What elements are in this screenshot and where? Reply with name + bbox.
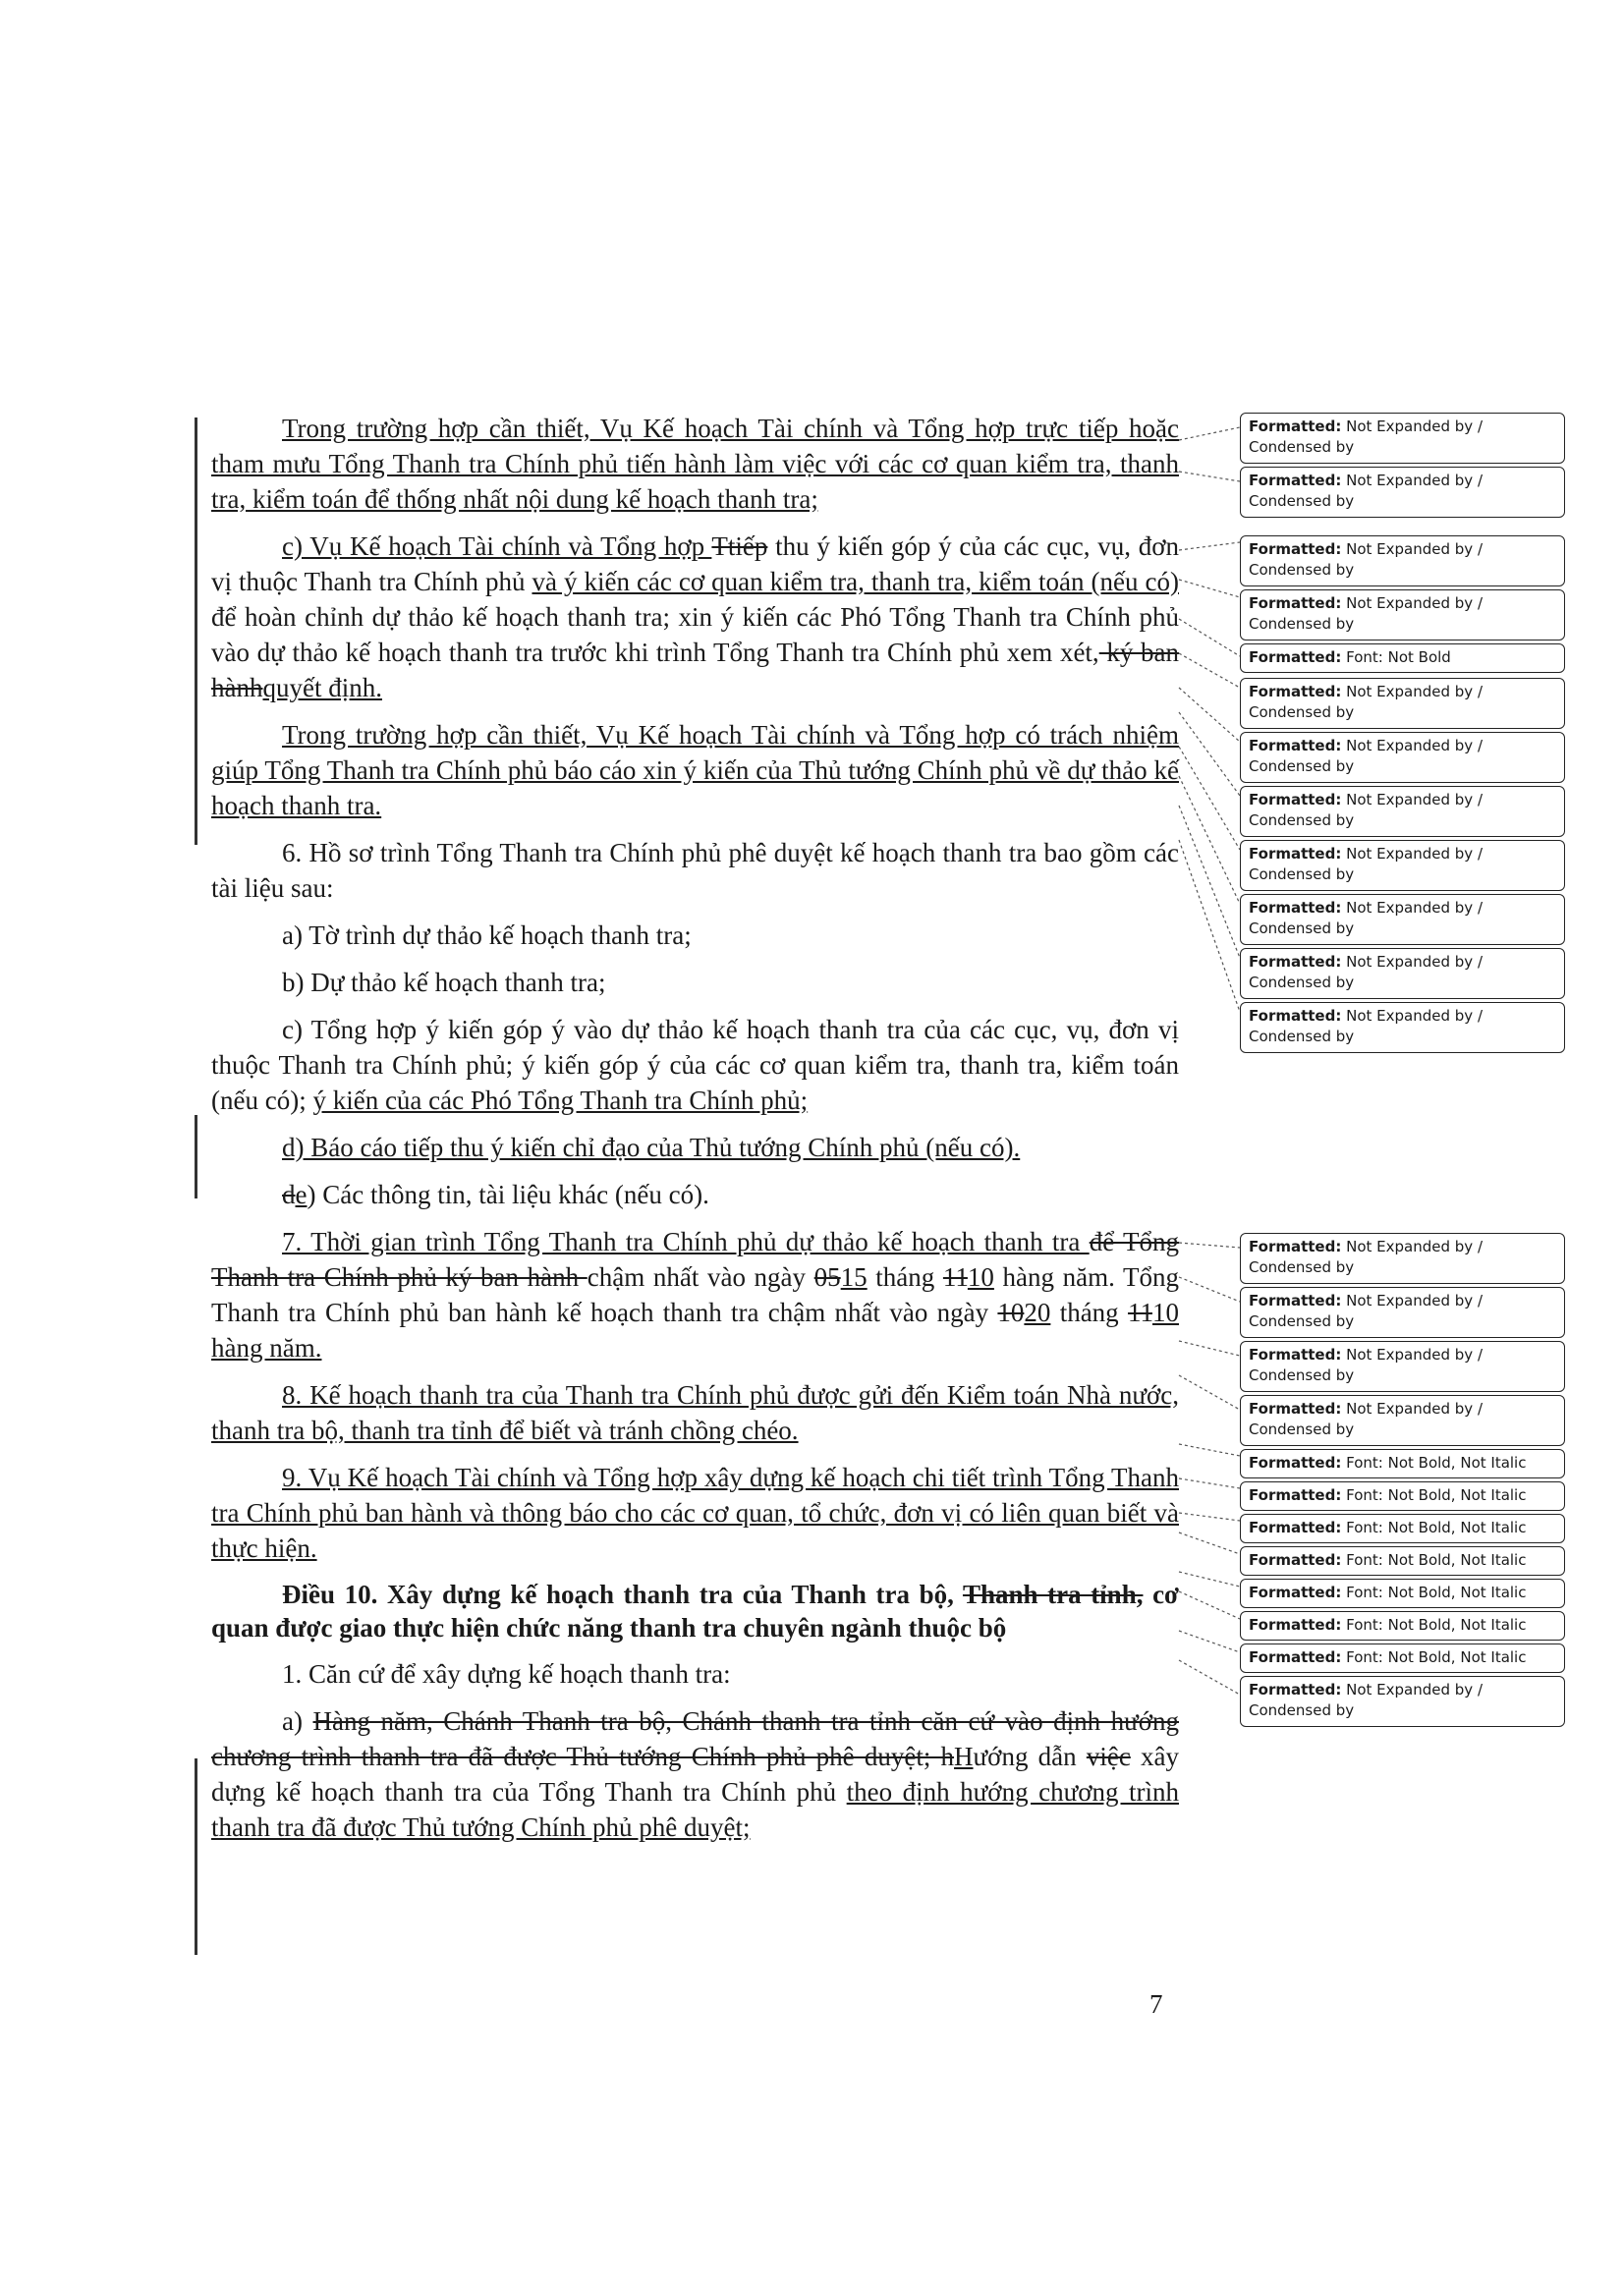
balloon-label: Formatted: (1249, 1400, 1342, 1418)
body-text: tháng (867, 1262, 943, 1292)
comment-balloon[interactable] (1240, 1611, 1565, 1641)
comment-balloon[interactable] (1240, 1341, 1565, 1392)
page-number: 7 (1149, 1989, 1163, 2019)
balloon-label: Formatted: (1249, 791, 1342, 808)
comment-balloon[interactable] (1240, 786, 1565, 837)
deleted-text: 11 (1127, 1298, 1152, 1327)
change-bar (195, 1758, 197, 1955)
comment-balloon[interactable] (1240, 1233, 1565, 1284)
comment-balloon[interactable] (1240, 1395, 1565, 1446)
comment-balloon[interactable] (1240, 413, 1565, 464)
comment-balloon[interactable] (1240, 840, 1565, 891)
body-text: a) Tờ trình dự thảo kế hoạch thanh tra; (282, 920, 692, 950)
balloon-text: Not Expanded by / Condensed by (1249, 540, 1484, 579)
paragraph (211, 835, 1179, 906)
balloon-label: Formatted: (1249, 899, 1342, 917)
paragraph (211, 529, 1179, 705)
inserted-text: 7. Thời gian trình Tổng Thanh tra Chính phủ dự thảo kế hoạch thanh tra (282, 1227, 1090, 1256)
balloon-text: Font: Not Bold (1346, 648, 1451, 666)
balloon-label: Formatted: (1249, 648, 1342, 666)
comment-balloon[interactable] (1240, 894, 1565, 945)
balloon-text: Not Expanded by / Condensed by (1249, 418, 1484, 456)
balloon-text: Font: Not Bold, Not Italic (1346, 1616, 1527, 1634)
paragraph (211, 411, 1179, 517)
inserted-text: e (295, 1180, 308, 1209)
paragraph (211, 717, 1179, 823)
paragraph (211, 918, 1179, 953)
balloon-label: Formatted: (1249, 1648, 1342, 1666)
article-heading (211, 1578, 1179, 1644)
inserted-text: 8. Kế hoạch thanh tra của Thanh tra Chính phủ được gửi đến Kiểm toán Nhà nước, thanh tra bộ, thanh tra tỉnh để biết và tránh chồng chéo. (211, 1380, 1179, 1445)
body-text: 1. Căn cứ để xây dựng kế hoạch thanh tra: (282, 1659, 731, 1689)
body-text: tháng (1050, 1298, 1128, 1327)
body-text: hàng năm. Tổng Thanh tra Chính phủ ban hành kế hoạch thanh tra chậm nhất vào ngày (211, 1262, 1179, 1327)
comment-balloon[interactable] (1240, 1002, 1565, 1053)
inserted-text: và ý kiến các cơ quan kiểm tra, thanh tra, kiểm toán (nếu có) (532, 567, 1179, 596)
balloon-label: Formatted: (1249, 594, 1342, 612)
balloon-text: Not Expanded by / Condensed by (1249, 594, 1484, 633)
body-text: chậm nhất vào ngày (587, 1262, 814, 1292)
paragraph (211, 1177, 1179, 1212)
balloon-label: Formatted: (1249, 1616, 1342, 1634)
balloon-label: Formatted: (1249, 683, 1342, 700)
balloon-label: Formatted: (1249, 1454, 1342, 1472)
balloon-label: Formatted: (1249, 472, 1342, 489)
comment-balloon[interactable] (1240, 467, 1565, 518)
inserted-text: theo định hướng chương trình thanh tra đã được Thủ tướng Chính phủ phê duyệt; (211, 1777, 1179, 1842)
balloon-text: Not Expanded by / Condensed by (1249, 953, 1484, 991)
paragraph (211, 965, 1179, 1000)
deleted-text: Thanh tra tỉnh, (962, 1580, 1144, 1609)
balloon-text: Not Expanded by / Condensed by (1249, 1346, 1484, 1384)
comment-balloon[interactable] (1240, 948, 1565, 999)
comment-balloon[interactable] (1240, 1449, 1565, 1478)
balloon-text: Not Expanded by / Condensed by (1249, 1007, 1484, 1045)
balloon-label: Formatted: (1249, 953, 1342, 971)
balloon-text: Not Expanded by / Condensed by (1249, 1681, 1484, 1719)
inserted-text: hàng năm. (211, 1333, 322, 1363)
change-bar (195, 1115, 197, 1198)
comment-balloon[interactable] (1240, 535, 1565, 586)
balloon-text: Font: Not Bold, Not Italic (1346, 1519, 1527, 1536)
balloon-label: Formatted: (1249, 1486, 1342, 1504)
body-text: ) Các thông tin, tài liệu khác (nếu có). (307, 1180, 709, 1209)
comment-balloon[interactable] (1240, 1514, 1565, 1543)
comment-balloon[interactable] (1240, 732, 1565, 783)
deleted-text: 10 (997, 1298, 1025, 1327)
paragraph (211, 1012, 1179, 1118)
balloon-label: Formatted: (1249, 1007, 1342, 1025)
deleted-text: Ttiếp (711, 531, 768, 561)
deleted-text: d (282, 1180, 296, 1209)
paragraph (211, 1656, 1179, 1692)
balloon-text: Font: Not Bold, Not Italic (1346, 1584, 1527, 1601)
body-text: 6. Hồ sơ trình Tổng Thanh tra Chính phủ phê duyệt kế hoạch thanh tra bao gồm các tài liệu sau: (211, 838, 1179, 903)
deleted-text: ký ban hành (211, 638, 1179, 702)
balloon-text: Not Expanded by / Condensed by (1249, 1400, 1484, 1438)
comment-balloon[interactable] (1240, 643, 1565, 673)
paragraph (211, 1377, 1179, 1448)
balloon-label: Formatted: (1249, 1519, 1342, 1536)
balloon-text: Not Expanded by / Condensed by (1249, 737, 1484, 775)
balloon-label: Formatted: (1249, 1681, 1342, 1699)
balloon-text: Not Expanded by / Condensed by (1249, 845, 1484, 883)
paragraph (211, 1130, 1179, 1165)
balloon-label: Formatted: (1249, 845, 1342, 863)
balloon-text: Not Expanded by / Condensed by (1249, 683, 1484, 721)
comment-balloon[interactable] (1240, 678, 1565, 729)
inserted-text: 9. Vụ Kế hoạch Tài chính và Tổng hợp xây dựng kế hoạch chi tiết trình Tổng Thanh tra Chính phủ ban hành và thông báo cho các cơ quan, tổ chức, đơn vị có liên quan biết và thực hiện. (211, 1463, 1179, 1563)
paragraph (211, 1460, 1179, 1566)
inserted-text: 15 (840, 1262, 868, 1292)
balloon-text: Font: Not Bold, Not Italic (1346, 1648, 1527, 1666)
balloon-text: Not Expanded by / Condensed by (1249, 899, 1484, 937)
deleted-text: việc (1086, 1742, 1131, 1771)
body-text: ướng dẫn (973, 1742, 1087, 1771)
inserted-text: 10 (1151, 1298, 1179, 1327)
inserted-text: ý kiến của các Phó Tổng Thanh tra Chính phủ; (312, 1086, 809, 1115)
heading-text: Điều 10. Xây dựng kế hoạch thanh tra của Thanh tra bộ, (282, 1580, 963, 1609)
balloon-text: Not Expanded by / Condensed by (1249, 472, 1484, 510)
comment-balloon[interactable] (1240, 1676, 1565, 1727)
inserted-text: 20 (1024, 1298, 1051, 1327)
paragraph (211, 1224, 1179, 1365)
balloon-text: Not Expanded by / Condensed by (1249, 1292, 1484, 1330)
balloon-label: Formatted: (1249, 737, 1342, 754)
inserted-text: Trong trường hợp cần thiết, Vụ Kế hoạch Tài chính và Tổng hợp trực tiếp hoặc tham mưu Tổng Thanh tra Chính phủ tiến hành làm việc với các cơ quan kiểm tra, thanh tra, kiểm toán để thống nhất nội dung kế hoạch thanh tra; (211, 414, 1179, 514)
inserted-text: Trong trường hợp cần thiết, Vụ Kế hoạch Tài chính và Tổng hợp có trách nhiệm giúp Tổng Thanh tra Chính phủ báo cáo xin ý kiến của Thủ tướng Chính phủ về dự thảo kế hoạch thanh tra. (211, 720, 1179, 820)
body-text: thu ý kiến góp ý của các cục, vụ, đơn vị thuộc Thanh tra Chính phủ (211, 531, 1179, 596)
body-text: xây dựng kế hoạch thanh tra của Tổng Thanh tra Chính phủ (211, 1742, 1179, 1807)
deleted-text: để Tổng Thanh tra Chính phủ ký ban hành (211, 1227, 1179, 1292)
comment-balloon[interactable] (1240, 1579, 1565, 1608)
inserted-text: c) Vụ Kế hoạch Tài chính và Tổng hợp (282, 531, 712, 561)
inserted-text: H (954, 1742, 974, 1771)
balloon-label: Formatted: (1249, 1292, 1342, 1309)
deleted-text: 11 (942, 1262, 968, 1292)
balloon-label: Formatted: (1249, 1584, 1342, 1601)
body-text: a) (282, 1706, 313, 1736)
balloon-label: Formatted: (1249, 1346, 1342, 1364)
deleted-text: Hàng năm, Chánh Thanh tra bộ, Chánh thanh tra tỉnh căn cứ vào định hướng chương trình thanh tra đã được Thủ tướng Chính phủ phê duyệt; h (211, 1706, 1179, 1771)
balloon-text: Font: Not Bold, Not Italic (1346, 1486, 1527, 1504)
comment-balloon[interactable] (1240, 1287, 1565, 1338)
body-text: c) Tổng hợp ý kiến góp ý vào dự thảo kế hoạch thanh tra của các cục, vụ, đơn vị thuộc Thanh tra Chính phủ; ý kiến góp ý của các cơ quan kiểm tra, thanh tra, kiểm toán (nếu có); (211, 1015, 1179, 1115)
comment-balloon[interactable] (1240, 1643, 1565, 1673)
balloon-text: Font: Not Bold, Not Italic (1346, 1454, 1527, 1472)
balloon-text: Not Expanded by / Condensed by (1249, 1238, 1484, 1276)
balloon-label: Formatted: (1249, 1551, 1342, 1569)
comment-balloon[interactable] (1240, 1481, 1565, 1511)
balloon-label: Formatted: (1249, 1238, 1342, 1255)
deleted-text: 05 (813, 1262, 841, 1292)
inserted-text: d) Báo cáo tiếp thu ý kiến chỉ đạo của Thủ tướng Chính phủ (nếu có). (282, 1133, 1021, 1162)
paragraph (211, 1703, 1179, 1845)
balloon-text: Not Expanded by / Condensed by (1249, 791, 1484, 829)
inserted-text: 10 (967, 1262, 994, 1292)
document-body (211, 411, 1179, 1857)
inserted-text: quyết định. (262, 673, 382, 702)
balloon-text: Font: Not Bold, Not Italic (1346, 1551, 1527, 1569)
balloon-label: Formatted: (1249, 418, 1342, 435)
change-bar (195, 418, 197, 845)
body-text: b) Dự thảo kế hoạch thanh tra; (282, 968, 606, 997)
comment-balloon[interactable] (1240, 589, 1565, 641)
comment-balloon[interactable] (1240, 1546, 1565, 1576)
heading-text: cơ quan được giao thực hiện chức năng thanh tra chuyên ngành thuộc bộ (211, 1580, 1179, 1643)
body-text: để hoàn chỉnh dự thảo kế hoạch thanh tra; xin ý kiến các Phó Tổng Thanh tra Chính phủ vào dự thảo kế hoạch thanh tra trước khi trình Tổng Thanh tra Chính phủ xem xét, (211, 602, 1179, 667)
balloon-label: Formatted: (1249, 540, 1342, 558)
